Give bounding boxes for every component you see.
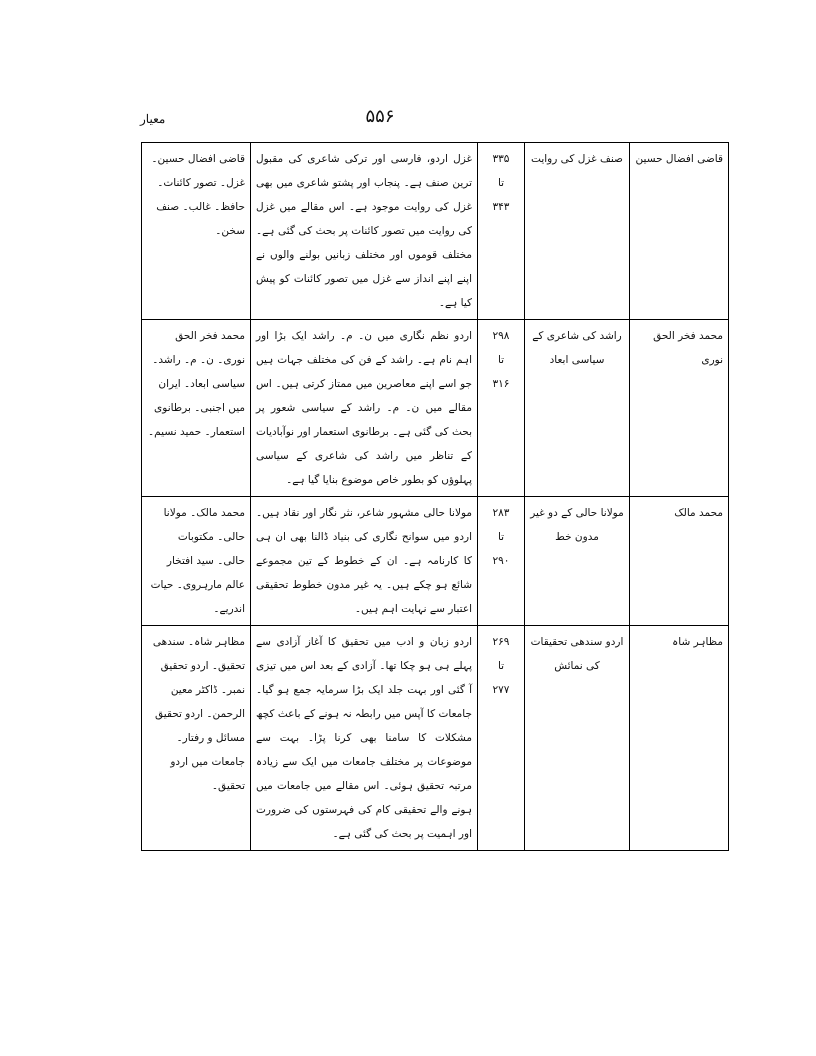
title-cell: راشد کی شاعری کے سیاسی ابعاد [525,320,630,497]
summary-cell: اردو زبان و ادب میں تحقیق کا آغاز آزادی سے پہلے ہی ہو چکا تھا۔ آزادی کے بعد اس میں تیزی آ گئی اور بہت جلد ایک بڑا سرمایہ جمع ہو گیا۔ جامعات کا آپس میں رابطہ نہ ہونے کے باعث کچھ مشکلات کا سامنا بھی کرنا پڑا۔ بہت سے موضوعات پر مختلف جامعات میں ایک سے زیادہ مرتبہ تحقیق ہوئی۔ اس مقالے میں جامعات میں ہونے والے تحقیقی کام کی فہرستوں کی ضرورت اور اہمیت پر بحث کی گئی ہے۔ [251,626,478,851]
page-separator: تا [497,660,505,672]
table-row [142,320,729,497]
page-number: ۵۵۶ [365,106,395,127]
keywords-cell: مظاہر شاہ۔ سندھی تحقیق۔ اردو تحقیق نمبر۔ ڈاکٹر معین الرحمن۔ اردو تحقیق مسائل و رفتار۔ جامعات میں اردو تحقیق۔ [142,626,251,851]
pages-cell [478,320,525,497]
title-cell: صنف غزل کی روایت [525,143,630,320]
summary-cell: مولانا حالی مشہور شاعر، نثر نگار اور نقاد ہیں۔ اردو میں سوانح نگاری کی بنیاد ڈالنا بھی ان ہی کا کارنامہ ہے۔ ان کے خطوط کے تین مجموعے شائع ہو چکے ہیں۔ یہ غیر مدون خطوط تحقیقی اعتبار سے نہایت اہم ہیں۔ [251,497,478,626]
page-end: ۳۴۳ [492,201,510,213]
author-cell: محمد مالک [630,497,729,626]
page-separator: تا [497,531,505,543]
title-cell: اردو سندھی تحقیقات کی نمائش [525,626,630,851]
page-separator: تا [497,354,505,366]
author-cell: قاضی افضال حسین [630,143,729,320]
pages-cell [478,497,525,626]
keywords-cell: محمد مالک۔ مولانا حالی۔ مکتوبات حالی۔ سید افتخار عالم مارہروی۔ حیات اندریے۔ [142,497,251,626]
author-cell: مظاہر شاہ [630,626,729,851]
keywords-cell: محمد فخر الحق نوری۔ ن۔ م۔ راشد۔ سیاسی ابعاد۔ ایران میں اجنبی۔ برطانوی استعمار۔ حمید نسیم۔ [142,320,251,497]
pages-cell [478,143,525,320]
title-cell: مولانا حالی کے دو غیر مدون خط [525,497,630,626]
table-row [142,143,729,320]
summary-cell: اردو نظم نگاری میں ن۔ م۔ راشد ایک بڑا اور اہم نام ہے۔ راشد کے فن کی مختلف جہات ہیں جو اسے اپنے معاصرین میں ممتاز کرتی ہیں۔ اس مقالے میں ن۔ م۔ راشد کے سیاسی شعور پر بحث کی گئی ہے۔ برطانوی استعمار اور نوآبادیات کے تناظر میں راشد کی شاعری کے سیاسی پہلوؤں کو بطور خاص موضوع بنایا گیا ہے۔ [251,320,478,497]
index-table [141,142,729,851]
page-start: ۳۳۵ [492,153,510,165]
author-cell: محمد فخر الحق نوری [630,320,729,497]
page-separator: تا [497,177,505,189]
page-start: ۲۹۸ [492,330,510,342]
page-end: ۳۱۶ [492,378,510,390]
table-row [142,626,729,851]
journal-name: معیار [140,112,166,126]
page-end: ۲۷۷ [492,684,510,696]
page-start: ۲۶۹ [492,636,510,648]
keywords-cell: قاضی افضال حسین۔ غزل۔ تصور کائنات۔ حافظ۔ غالب۔ صنف سخن۔ [142,143,251,320]
summary-cell: غزل اردو، فارسی اور ترکی شاعری کی مقبول ترین صنف ہے۔ پنجاب اور پشتو شاعری میں بھی غزل کی روایت موجود ہے۔ اس مقالے میں غزل کی روایت میں تصور کائنات پر بحث کی گئی ہے۔ مختلف قوموں اور مختلف زبانیں بولنے والوں نے اپنے اپنے انداز سے غزل میں تصور کائنات کو پیش کیا ہے۔ [251,143,478,320]
table-row [142,497,729,626]
pages-cell [478,626,525,851]
page-end: ۲۹۰ [492,555,510,567]
page-start: ۲۸۳ [492,507,510,519]
